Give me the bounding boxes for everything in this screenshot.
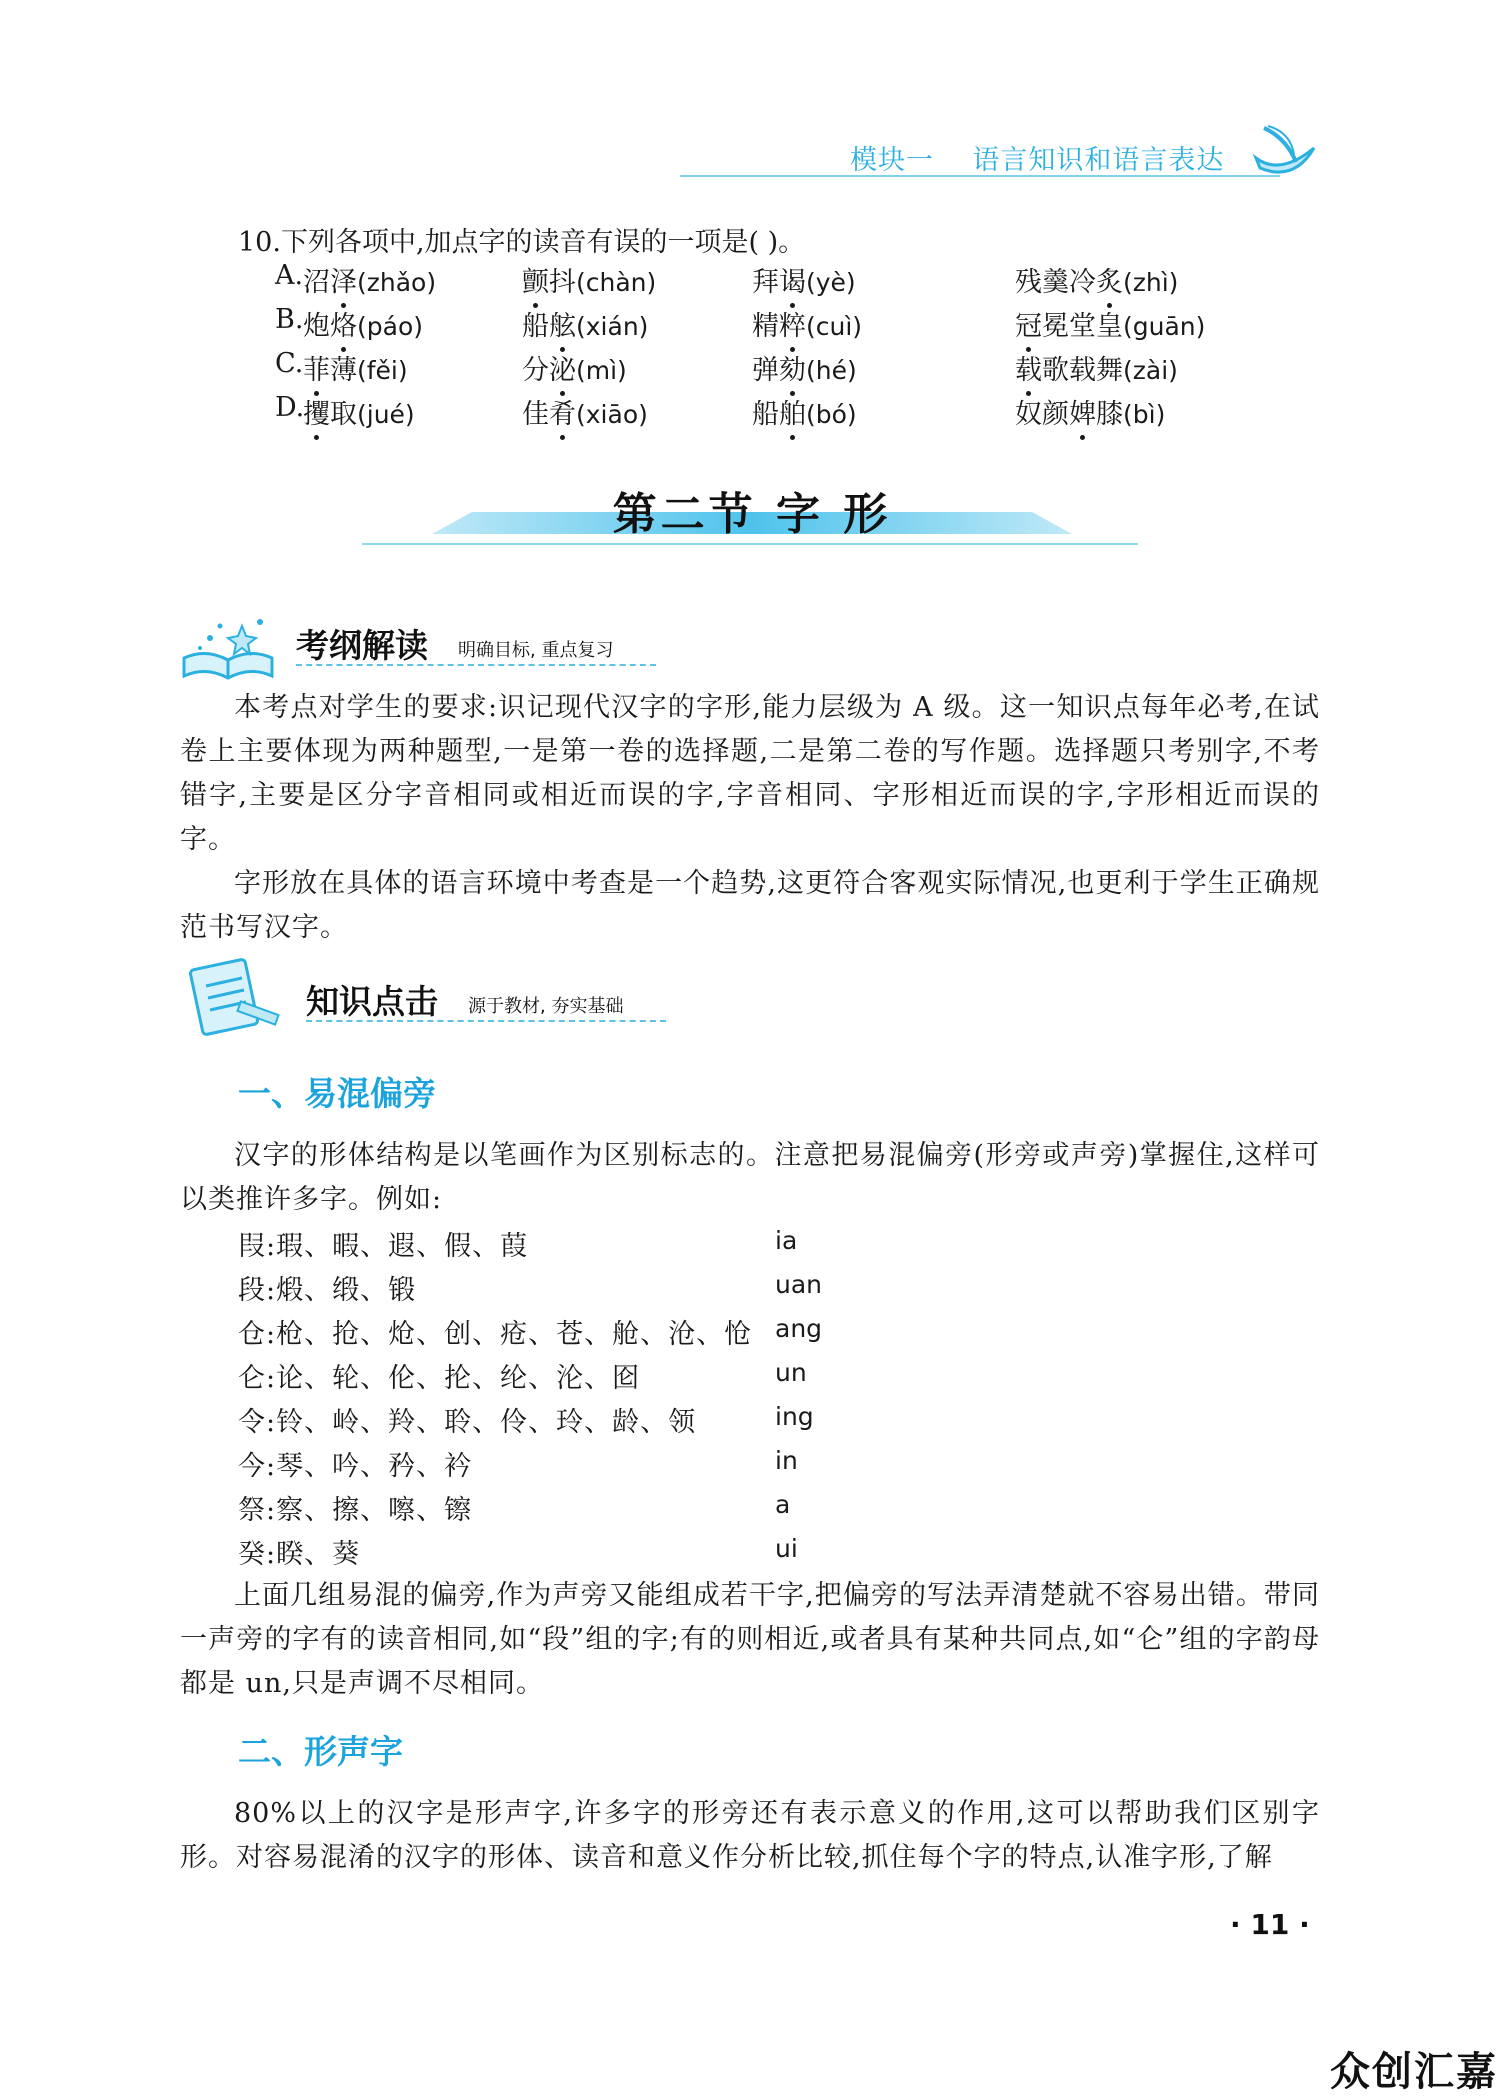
- dotted-char: 载: [1015, 348, 1042, 387]
- pinyin: (zhì): [1123, 268, 1179, 297]
- kaogang-subtitle: 明确目标, 重点复习: [458, 640, 614, 661]
- radical-row: 令:铃、岭、羚、聆、伶、玲、龄、领: [238, 1407, 697, 1438]
- pinyin: (zhǎo): [357, 268, 437, 297]
- option-label: C.: [275, 348, 304, 379]
- dotted-char: 泌: [549, 348, 576, 387]
- pinyin: (jué): [357, 400, 415, 429]
- radical-rhyme: uan: [775, 1270, 823, 1299]
- radical-row: 仑:论、轮、伦、抡、纶、沦、囵: [238, 1363, 641, 1394]
- option-item: [1015, 392, 1165, 431]
- radical-row: 仓:枪、抢、炝、创、疮、苍、舱、沧、怆: [238, 1319, 753, 1350]
- kaogang-underline: [296, 664, 656, 666]
- dotted-char: 冠: [1015, 304, 1042, 343]
- dotted-char: 菲: [303, 348, 330, 387]
- radical-rhyme: in: [775, 1446, 798, 1475]
- option-item: [752, 260, 856, 299]
- kaogang-title: 考纲解读: [296, 626, 428, 665]
- radical-row: 段:煅、缎、锻: [238, 1275, 417, 1306]
- dotted-char: 炙: [1096, 260, 1123, 299]
- radical-row: 今:琴、吟、矜、衿: [238, 1451, 473, 1482]
- option-item: [752, 392, 857, 431]
- pinyin: (xián): [576, 312, 649, 341]
- radical-rhyme: un: [775, 1358, 807, 1387]
- part1-intro: 汉字的形体结构是以笔画作为区别标志的。注意把易混偏旁(形旁或声旁)掌握住,这样可以类推许多字。例如:: [180, 1140, 1320, 1215]
- dotted-char: 舶: [779, 392, 806, 431]
- option-item: [303, 348, 408, 387]
- pinyin: (páo): [357, 312, 423, 341]
- pinyin: (mì): [576, 356, 627, 385]
- zhishi-title: 知识点击: [306, 982, 438, 1021]
- option-item: [303, 392, 415, 431]
- dotted-char: 谒: [779, 260, 806, 299]
- pinyin: (bì): [1123, 400, 1166, 429]
- dotted-char: 攫: [303, 392, 330, 431]
- option-item: [522, 304, 648, 343]
- part2-heading: 二、形声字: [238, 1732, 403, 1771]
- option-item: [1015, 348, 1178, 387]
- section-title: 第二节 字 形: [612, 489, 892, 540]
- dotted-char: 粹: [779, 304, 806, 343]
- radical-rhyme: ia: [775, 1226, 798, 1255]
- word-part: 弹: [752, 355, 779, 386]
- pinyin: (fěi): [357, 356, 408, 385]
- word-part: 薄: [330, 355, 357, 386]
- radical-row: 祭:察、擦、嚓、镲: [238, 1495, 473, 1526]
- radical-rhyme: ang: [775, 1314, 823, 1343]
- zhishi-subtitle: 源于教材, 夯实基础: [468, 996, 624, 1017]
- dotted-char: 泽: [330, 260, 357, 299]
- word-part: 分: [522, 355, 549, 386]
- word-part: 船: [522, 311, 549, 342]
- radical-rhyme: a: [775, 1490, 791, 1519]
- word-part: 沼: [303, 267, 330, 298]
- option-item: [752, 348, 857, 387]
- option-item: [522, 392, 648, 431]
- dotted-char: 劾: [779, 348, 806, 387]
- notepad-pencil-icon: [186, 956, 286, 1036]
- pinyin: (xiāo): [576, 400, 648, 429]
- option-label: A.: [275, 260, 304, 291]
- option-item: [522, 348, 627, 387]
- part1-heading: 一、易混偏旁: [238, 1074, 436, 1113]
- radical-rhyme: ing: [775, 1402, 814, 1431]
- option-item: [1015, 260, 1178, 299]
- dotted-char: 婢: [1069, 392, 1096, 431]
- dotted-char: 肴: [549, 392, 576, 431]
- pinyin: (yè): [806, 268, 856, 297]
- dotted-char: 颤: [522, 260, 549, 299]
- kaogang-paragraph-2: 字形放在具体的语言环境中考查是一个趋势,这更符合客观实际情况,也更利于学生正确规范书写汉字。: [180, 868, 1320, 943]
- word-part: 膝: [1096, 399, 1123, 430]
- word-part: 佳: [522, 399, 549, 430]
- pinyin: (zài): [1123, 356, 1178, 385]
- pinyin: (hé): [806, 356, 857, 385]
- word-part: 拜: [752, 267, 779, 298]
- radical-row: 叚:瑕、暇、遐、假、葭: [238, 1231, 529, 1262]
- dotted-char: 舷: [549, 304, 576, 343]
- dotted-char: 烙: [330, 304, 357, 343]
- zhishi-underline: [306, 1020, 666, 1022]
- word-part: 歌载舞: [1042, 355, 1123, 386]
- radical-rhyme: ui: [775, 1534, 798, 1563]
- open-book-icon: [178, 602, 278, 682]
- word-part: 炮: [303, 311, 330, 342]
- pinyin: (cuì): [806, 312, 863, 341]
- option-item: [752, 304, 862, 343]
- option-label: D.: [275, 392, 305, 423]
- word-part: 取: [330, 399, 357, 430]
- option-item: [1015, 304, 1205, 343]
- part1-summary: 上面几组易混的偏旁,作为声旁又能组成若干字,把偏旁的写法弄清楚就不容易出错。带同一声旁的字有的读音相同,如“段”组的字;有的则相近,或者具有某种共同点,如“仑”组的字韵母都是 un,只是声调不尽相同。: [180, 1580, 1320, 1699]
- module-header: 模块一 语言知识和语言表达: [850, 145, 1225, 176]
- option-item: [303, 304, 423, 343]
- section-title-rule: [362, 543, 1138, 545]
- word-part: 精: [752, 311, 779, 342]
- radical-row: 癸:睽、葵: [238, 1539, 361, 1570]
- word-part: 奴颜: [1015, 399, 1069, 430]
- kaogang-paragraph-1: 本考点对学生的要求:识记现代汉字的字形,能力层级为 A 级。这一知识点每年必考,在试卷上主要体现为两种题型,一是第一卷的选择题,二是第二卷的写作题。选择题只考别字,不考错字,主要是区分字音相同或相近而误的字,字音相同、字形相近而误的字,字形相近而误的字。: [180, 692, 1320, 855]
- pinyin: (chàn): [576, 268, 657, 297]
- question-stem: 10.下列各项中,加点字的读音有误的一项是( )。: [238, 227, 806, 258]
- word-part: 冕堂皇: [1042, 311, 1123, 342]
- option-item: [303, 260, 436, 299]
- option-label: B.: [275, 304, 304, 335]
- pinyin: (guān): [1123, 312, 1206, 341]
- word-part: 船: [752, 399, 779, 430]
- word-part: 抖: [549, 267, 576, 298]
- part2-paragraph: 80%以上的汉字是形声字,许多字的形旁还有表示意义的作用,这可以帮助我们区别字形。对容易混淆的汉字的形体、读音和意义作分析比较,抓住每个字的特点,认准字形,了解: [180, 1798, 1320, 1873]
- watermark: 众创汇嘉: [1330, 2049, 1498, 2095]
- word-part: 残羹冷: [1015, 267, 1096, 298]
- option-item: [522, 260, 656, 299]
- pinyin: (bó): [806, 400, 857, 429]
- page-number: · 11 ·: [1230, 1908, 1310, 1941]
- feather-pen-icon: [1250, 118, 1320, 188]
